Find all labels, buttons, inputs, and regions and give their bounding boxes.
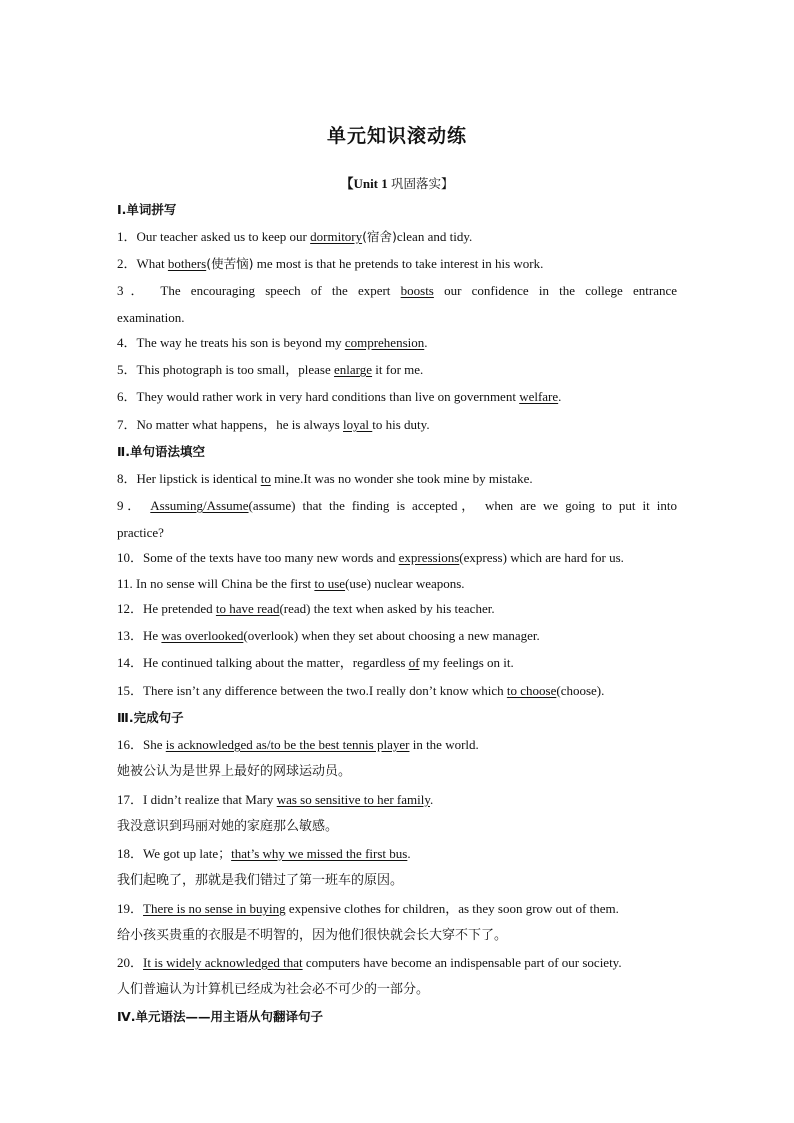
translation-19: 给小孩买贵重的衣服是不明智的，因为他们很快就会长大穿不下了。 bbox=[117, 928, 508, 943]
answer-19: There is no sense in buying bbox=[143, 901, 286, 916]
answer-7: loyal bbox=[343, 417, 373, 432]
translation-20: 人们普遍认为计算机已经成为社会必不可少的一部分。 bbox=[117, 982, 430, 997]
page-title: 单元知识滚动练 bbox=[326, 125, 467, 147]
question-15: 15．There isn’t any difference between the two.I really don’t know which to choose(choose). bbox=[117, 683, 605, 698]
answer-1: dormitory bbox=[310, 229, 363, 244]
question-2: 2．What bothers(使苦恼) me most is that he pretends to take interest in his work. bbox=[117, 256, 544, 271]
question-1: 1．Our teacher asked us to keep our dormitory(宿舍)clean and tidy. bbox=[117, 229, 473, 244]
section-heading-2: Ⅱ.单句语法填空 bbox=[117, 444, 205, 459]
translation-16: 她被公认为是世界上最好的网球运动员。 bbox=[117, 764, 352, 779]
answer-13: was overlooked bbox=[161, 628, 244, 643]
section-heading-3: Ⅲ.完成句子 bbox=[117, 710, 184, 725]
question-10: 10．Some of the texts have too many new words and expressions(express) which are hard for us. bbox=[117, 550, 624, 565]
answer-11: to use bbox=[314, 576, 346, 591]
answer-6: welfare bbox=[519, 389, 559, 404]
answer-20: It is widely acknowledged that bbox=[143, 955, 303, 970]
question-20: 20．It is widely acknowledged that computers have become an indispensable part of our society. bbox=[117, 955, 622, 970]
answer-2: bothers bbox=[167, 256, 207, 271]
answer-9: Assuming/Assume bbox=[150, 498, 249, 513]
question-3: 3． The encouraging speech of the expert boosts our confidence in the college entrance bbox=[117, 283, 677, 298]
translation-17: 我没意识到玛丽对她的家庭那么敏感。 bbox=[117, 819, 339, 834]
answer-18: that’s why we missed the first bus bbox=[231, 846, 408, 861]
answer-15: to choose bbox=[506, 683, 557, 698]
question-3-cont: examination. bbox=[117, 310, 185, 325]
question-9: 9． Assuming/Assume(assume) that the finding is accepted， when are we going to put it into bbox=[117, 498, 677, 513]
question-9-cont: practice? bbox=[117, 525, 164, 540]
question-17: 17．I didn’t realize that Mary was so sensitive to her family. bbox=[117, 792, 434, 807]
question-14: 14．He continued talking about the matter，regardless of my feelings on it. bbox=[117, 655, 514, 670]
question-12: 12．He pretended to have read(read) the text when asked by his teacher. bbox=[117, 601, 495, 616]
question-4: 4．The way he treats his son is beyond my comprehension. bbox=[117, 335, 428, 350]
question-19: 19．There is no sense in buying expensive clothes for children，as they soon grow out of them. bbox=[117, 901, 619, 916]
answer-16: is acknowledged as/to be the best tennis player bbox=[165, 737, 410, 752]
answer-12: to have read bbox=[215, 601, 280, 616]
answer-5: enlarge bbox=[334, 362, 373, 377]
answer-14: of bbox=[408, 655, 420, 670]
unit-subtitle bbox=[0, 173, 794, 192]
answer-17: was so sensitive to her family bbox=[276, 792, 431, 807]
section-heading-4: Ⅳ.单元语法——用主语从句翻译句子 bbox=[117, 1009, 323, 1024]
question-13: 13．He was overlooked(overlook) when they set about choosing a new manager. bbox=[117, 628, 540, 643]
answer-3: boosts bbox=[400, 283, 434, 298]
question-16: 16．She is acknowledged as/to be the best tennis player in the world. bbox=[117, 737, 479, 752]
translation-18: 我们起晚了，那就是我们错过了第一班车的原因。 bbox=[117, 873, 404, 888]
question-6: 6．They would rather work in very hard conditions than live on government welfare. bbox=[117, 389, 562, 404]
question-18: 18．We got up late；that’s why we missed the first bus. bbox=[117, 846, 411, 861]
unit-subtitle-cn: 巩固落实】 bbox=[391, 176, 454, 191]
answer-10: expressions bbox=[398, 550, 460, 565]
section-heading-1: Ⅰ.单词拼写 bbox=[117, 202, 177, 217]
unit-subtitle-en: 【Unit 1 bbox=[340, 176, 388, 191]
answer-4: comprehension bbox=[344, 335, 425, 350]
question-11: 11. In no sense will China be the first to use(use) nuclear weapons. bbox=[117, 576, 465, 591]
question-8: 8．Her lipstick is identical to mine.It was no wonder she took mine by mistake. bbox=[117, 471, 533, 486]
question-7: 7．No matter what happens，he is always loyal to his duty. bbox=[117, 417, 430, 432]
question-5: 5．This photograph is too small，please enlarge it for me. bbox=[117, 362, 424, 377]
answer-8: to bbox=[260, 471, 271, 486]
